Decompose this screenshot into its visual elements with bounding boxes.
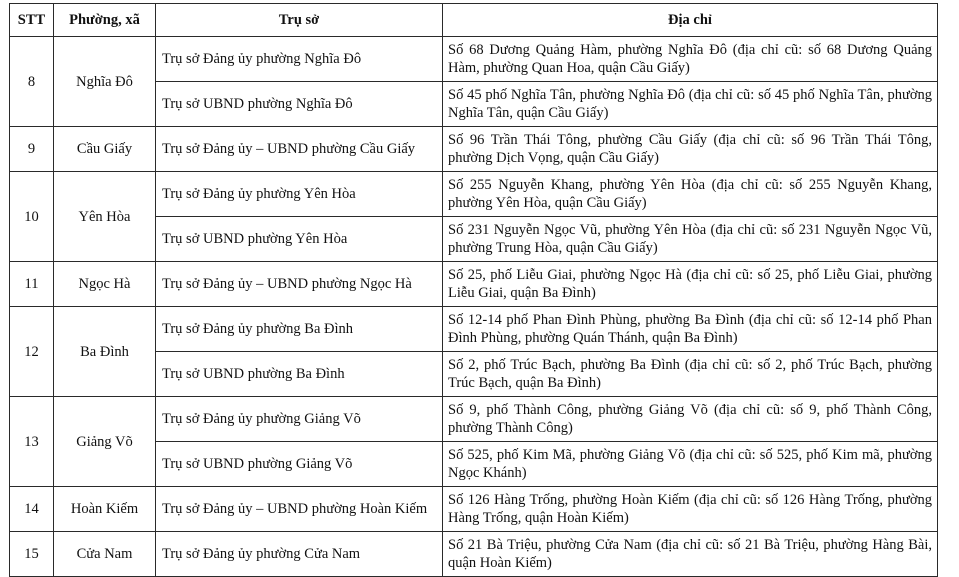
- row-stt: 12: [10, 307, 54, 397]
- row-ward: Cửa Nam: [54, 532, 156, 577]
- row-office: Trụ sở UBND phường Ba Đình: [156, 352, 443, 397]
- row-address: Số 96 Trần Thái Tông, phường Cầu Giấy (địa chỉ cũ: số 96 Trần Thái Tông, phường Dịch Vọng, quận Cầu Giấy): [443, 127, 938, 172]
- row-office: Trụ sở Đảng ủy – UBND phường Cầu Giấy: [156, 127, 443, 172]
- row-office: Trụ sở UBND phường Yên Hòa: [156, 217, 443, 262]
- header-stt: STT: [10, 4, 54, 37]
- row-office: Trụ sở Đảng ủy phường Cửa Nam: [156, 532, 443, 577]
- row-office: Trụ sở Đảng ủy phường Nghĩa Đô: [156, 37, 443, 82]
- row-address: Số 2, phố Trúc Bạch, phường Ba Đình (địa chỉ cũ: số 2, phố Trúc Bạch, phường Trúc Bạch, quận Ba Đình): [443, 352, 938, 397]
- table-row: [10, 532, 938, 577]
- table-row: [10, 127, 938, 172]
- office-address-table: [9, 3, 938, 577]
- table-row: [10, 397, 938, 442]
- row-address: Số 231 Nguyễn Ngọc Vũ, phường Yên Hòa (địa chỉ cũ: số 231 Nguyễn Ngọc Vũ, phường Trung Hòa, quận Cầu Giấy): [443, 217, 938, 262]
- row-ward: Giảng Võ: [54, 397, 156, 487]
- row-stt: 9: [10, 127, 54, 172]
- row-stt: 11: [10, 262, 54, 307]
- row-address: Số 126 Hàng Trống, phường Hoàn Kiếm (địa chỉ cũ: số 126 Hàng Trống, phường Hàng Trống, quận Hoàn Kiếm): [443, 487, 938, 532]
- header-ward: Phường, xã: [54, 4, 156, 37]
- table-row: [10, 487, 938, 532]
- row-address: Số 9, phố Thành Công, phường Giảng Võ (địa chỉ cũ: số 9, phố Thành Công, phường Thành Công): [443, 397, 938, 442]
- row-stt: 8: [10, 37, 54, 127]
- row-stt: 15: [10, 532, 54, 577]
- row-address: Số 68 Dương Quảng Hàm, phường Nghĩa Đô (địa chỉ cũ: số 68 Dương Quảng Hàm, phường Quan Hoa, quận Cầu Giấy): [443, 37, 938, 82]
- row-address: Số 12-14 phố Phan Đình Phùng, phường Ba Đình (địa chỉ cũ: số 12-14 phố Phan Đình Phùng, phường Quán Thánh, quận Ba Đình): [443, 307, 938, 352]
- table-row: [10, 262, 938, 307]
- row-office: Trụ sở Đảng ủy phường Giảng Võ: [156, 397, 443, 442]
- table-row: [10, 172, 938, 217]
- row-ward: Cầu Giấy: [54, 127, 156, 172]
- header-address: Địa chỉ: [443, 4, 938, 37]
- row-office: Trụ sở Đảng ủy – UBND phường Hoàn Kiếm: [156, 487, 443, 532]
- row-office: Trụ sở Đảng ủy – UBND phường Ngọc Hà: [156, 262, 443, 307]
- row-ward: Yên Hòa: [54, 172, 156, 262]
- row-office: Trụ sở UBND phường Giảng Võ: [156, 442, 443, 487]
- row-stt: 10: [10, 172, 54, 262]
- table-body: [10, 37, 938, 577]
- table-row: [10, 37, 938, 82]
- row-ward: Hoàn Kiếm: [54, 487, 156, 532]
- row-address: Số 525, phố Kim Mã, phường Giảng Võ (địa chỉ cũ: số 525, phố Kim mã, phường Ngọc Khánh): [443, 442, 938, 487]
- row-office: Trụ sở UBND phường Nghĩa Đô: [156, 82, 443, 127]
- row-ward: Nghĩa Đô: [54, 37, 156, 127]
- row-office: Trụ sở Đảng ủy phường Ba Đình: [156, 307, 443, 352]
- table-row: [10, 307, 938, 352]
- row-address: Số 21 Bà Triệu, phường Cửa Nam (địa chỉ cũ: số 21 Bà Triệu, phường Hàng Bài, quận Hoàn Kiếm): [443, 532, 938, 577]
- row-stt: 13: [10, 397, 54, 487]
- row-address: Số 25, phố Liễu Giai, phường Ngọc Hà (địa chỉ cũ: số 25, phố Liễu Giai, phường Liễu Giai, quận Ba Đình): [443, 262, 938, 307]
- row-stt: 14: [10, 487, 54, 532]
- row-ward: Ngọc Hà: [54, 262, 156, 307]
- row-address: Số 45 phố Nghĩa Tân, phường Nghĩa Đô (địa chỉ cũ: số 45 phố Nghĩa Tân, phường Nghĩa Tân, quận Cầu Giấy): [443, 82, 938, 127]
- header-row: [10, 4, 938, 37]
- row-address: Số 255 Nguyễn Khang, phường Yên Hòa (địa chỉ cũ: số 255 Nguyễn Khang, phường Yên Hòa, quận Cầu Giấy): [443, 172, 938, 217]
- header-office: Trụ sở: [156, 4, 443, 37]
- row-office: Trụ sở Đảng ủy phường Yên Hòa: [156, 172, 443, 217]
- row-ward: Ba Đình: [54, 307, 156, 397]
